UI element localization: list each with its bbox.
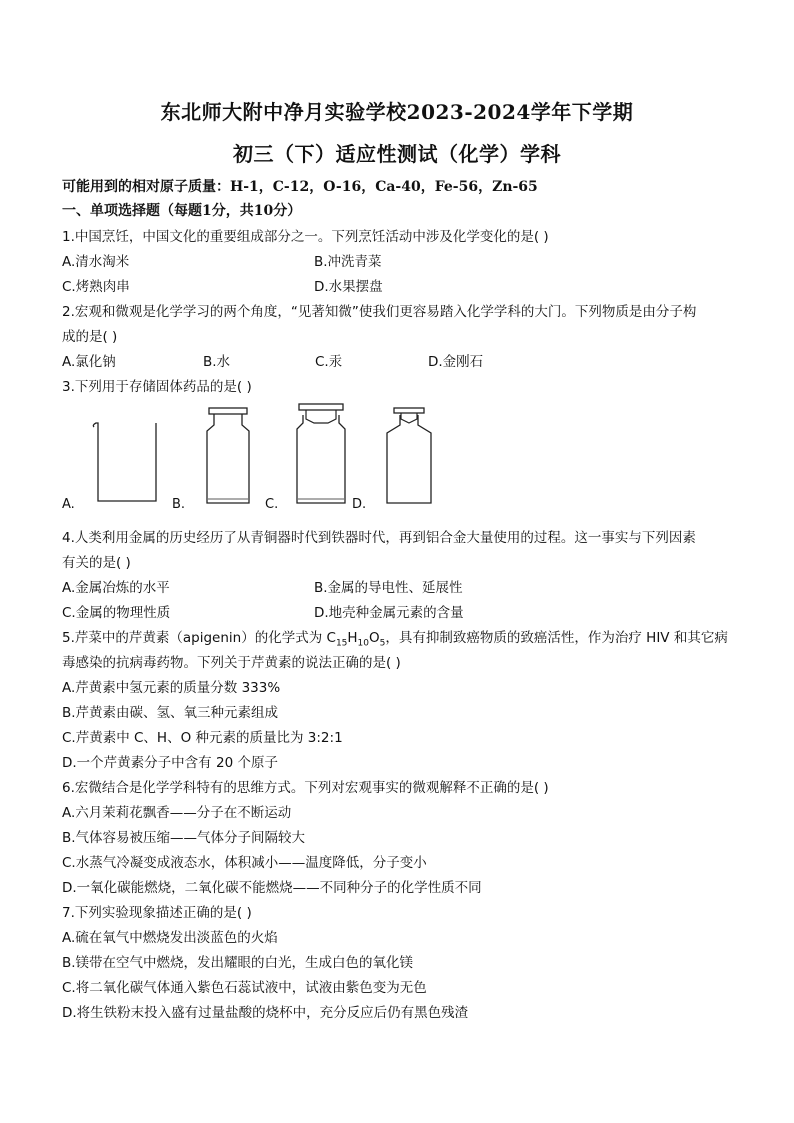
q5-stem-text: 5.芹菜中的芹黄素（apigenin）的化学式为 C [62, 630, 336, 646]
question-2-stem-line1: 2.宏观和微观是化学学习的两个角度，“见著知微”使我们更容易踏入化学学科的大门。下列物质是由分子构 [62, 304, 697, 320]
q7-option-b: B.镁带在空气中燃烧，发出耀眼的白光，生成白色的氧化镁 [62, 955, 414, 971]
question-5-stem-line2: 毒感染的抗病毒药物。下列关于芹黄素的说法正确的是( ) [62, 655, 401, 671]
wide-mouth-ground-glass-bottle-icon [294, 401, 348, 507]
q6-option-b: B.气体容易被压缩——气体分子间隔较大 [62, 830, 306, 846]
q4-option-b: B.金属的导电性、延展性 [314, 580, 463, 596]
q7-option-c: C.将二氧化碳气体通入紫色石蕊试液中，试液由紫色变为无色 [62, 980, 427, 996]
exam-title-line1: 东北师大附中净月实验学校2023-2024学年下学期 [160, 100, 634, 124]
q6-option-d: D.一氧化碳能燃烧，二氧化碳不能燃烧——不同种分子的化学性质不同 [62, 880, 482, 896]
q5-option-a: A.芹黄素中氢元素的质量分数 333% [62, 680, 281, 696]
question-1-stem: 1.中国烹饪，中国文化的重要组成部分之一。下列烹饪活动中涉及化学变化的是( ) [62, 229, 549, 245]
q1-option-d: D.水果摆盘 [314, 279, 383, 295]
q3-option-b-label: B. [172, 497, 186, 512]
exam-title-line2: 初三（下）适应性测试（化学）学科 [233, 142, 561, 166]
q5-stem-text: ，具有抑制致癌物质的致癌活性，作为治疗 HIV 和其它病 [385, 630, 728, 646]
q1-option-c: C.烤熟肉串 [62, 279, 130, 295]
formula-element: O [369, 630, 380, 646]
question-5-stem-line1 [62, 626, 728, 649]
q2-option-d: D.金刚石 [428, 354, 484, 370]
q7-option-d: D.将生铁粉末投入盛有过量盐酸的烧杯中，充分反应后仍有黑色残渣 [62, 1005, 469, 1021]
atomic-masses: 可能用到的相对原子质量：H-1，C-12，O-16，Ca-40，Fe-56，Zn-65 [62, 179, 538, 195]
q4-option-c: C.金属的物理性质 [62, 605, 171, 621]
q3-glassware-figure [62, 405, 462, 515]
q1-option-b: B.冲洗青菜 [314, 254, 382, 270]
formula-subscript: 5 [379, 638, 386, 649]
q5-option-b: B.芹黄素由碳、氢、氧三种元素组成 [62, 705, 279, 721]
q2-option-c: C.汞 [315, 354, 343, 370]
question-7-stem: 7.下列实验现象描述正确的是( ) [62, 905, 252, 921]
question-6-stem: 6.宏微结合是化学学科特有的思维方式。下列对宏观事实的微观解释不正确的是( ) [62, 780, 549, 796]
question-4-stem-line1: 4.人类利用金属的历史经历了从青铜器时代到铁器时代，再到铝合金大量使用的过程。这一事实与下列因素 [62, 530, 696, 546]
q5-option-d: D.一个芹黄素分子中含有 20 个原子 [62, 755, 278, 771]
q6-option-c: C.水蒸气冷凝变成液态水，体积减小——温度降低，分子变小 [62, 855, 427, 871]
narrow-mouth-bottle-icon [382, 405, 436, 507]
beaker-icon [90, 415, 162, 507]
question-2-stem-line2: 成的是( ) [62, 329, 118, 345]
question-3-stem: 3.下列用于存储固体药品的是( ) [62, 379, 252, 395]
formula-subscript: 15 [335, 638, 348, 649]
q3-option-a-label: A. [62, 497, 75, 512]
q4-option-d: D.地壳种金属元素的含量 [314, 605, 464, 621]
q6-option-a: A.六月茉莉花飘香——分子在不断运动 [62, 805, 292, 821]
q5-option-c: C.芹黄素中 C、H、O 种元素的质量比为 3:2:1 [62, 730, 343, 746]
formula-subscript: 10 [357, 638, 369, 649]
question-4-stem-line2: 有关的是( ) [62, 555, 131, 571]
formula-element: H [347, 630, 358, 646]
q3-option-c-label: C. [265, 497, 279, 512]
q3-option-d-label: D. [352, 497, 367, 512]
wide-mouth-bottle-icon [204, 405, 252, 507]
section-heading: 一、单项选择题（每题1分，共10分） [62, 203, 302, 219]
q1-option-a: A.清水淘米 [62, 254, 130, 270]
q4-option-a: A.金属冶炼的水平 [62, 580, 170, 596]
q7-option-a: A.硫在氧气中燃烧发出淡蓝色的火焰 [62, 930, 278, 946]
q2-option-a: A.氯化钠 [62, 354, 116, 370]
q2-option-b: B.水 [203, 354, 231, 370]
